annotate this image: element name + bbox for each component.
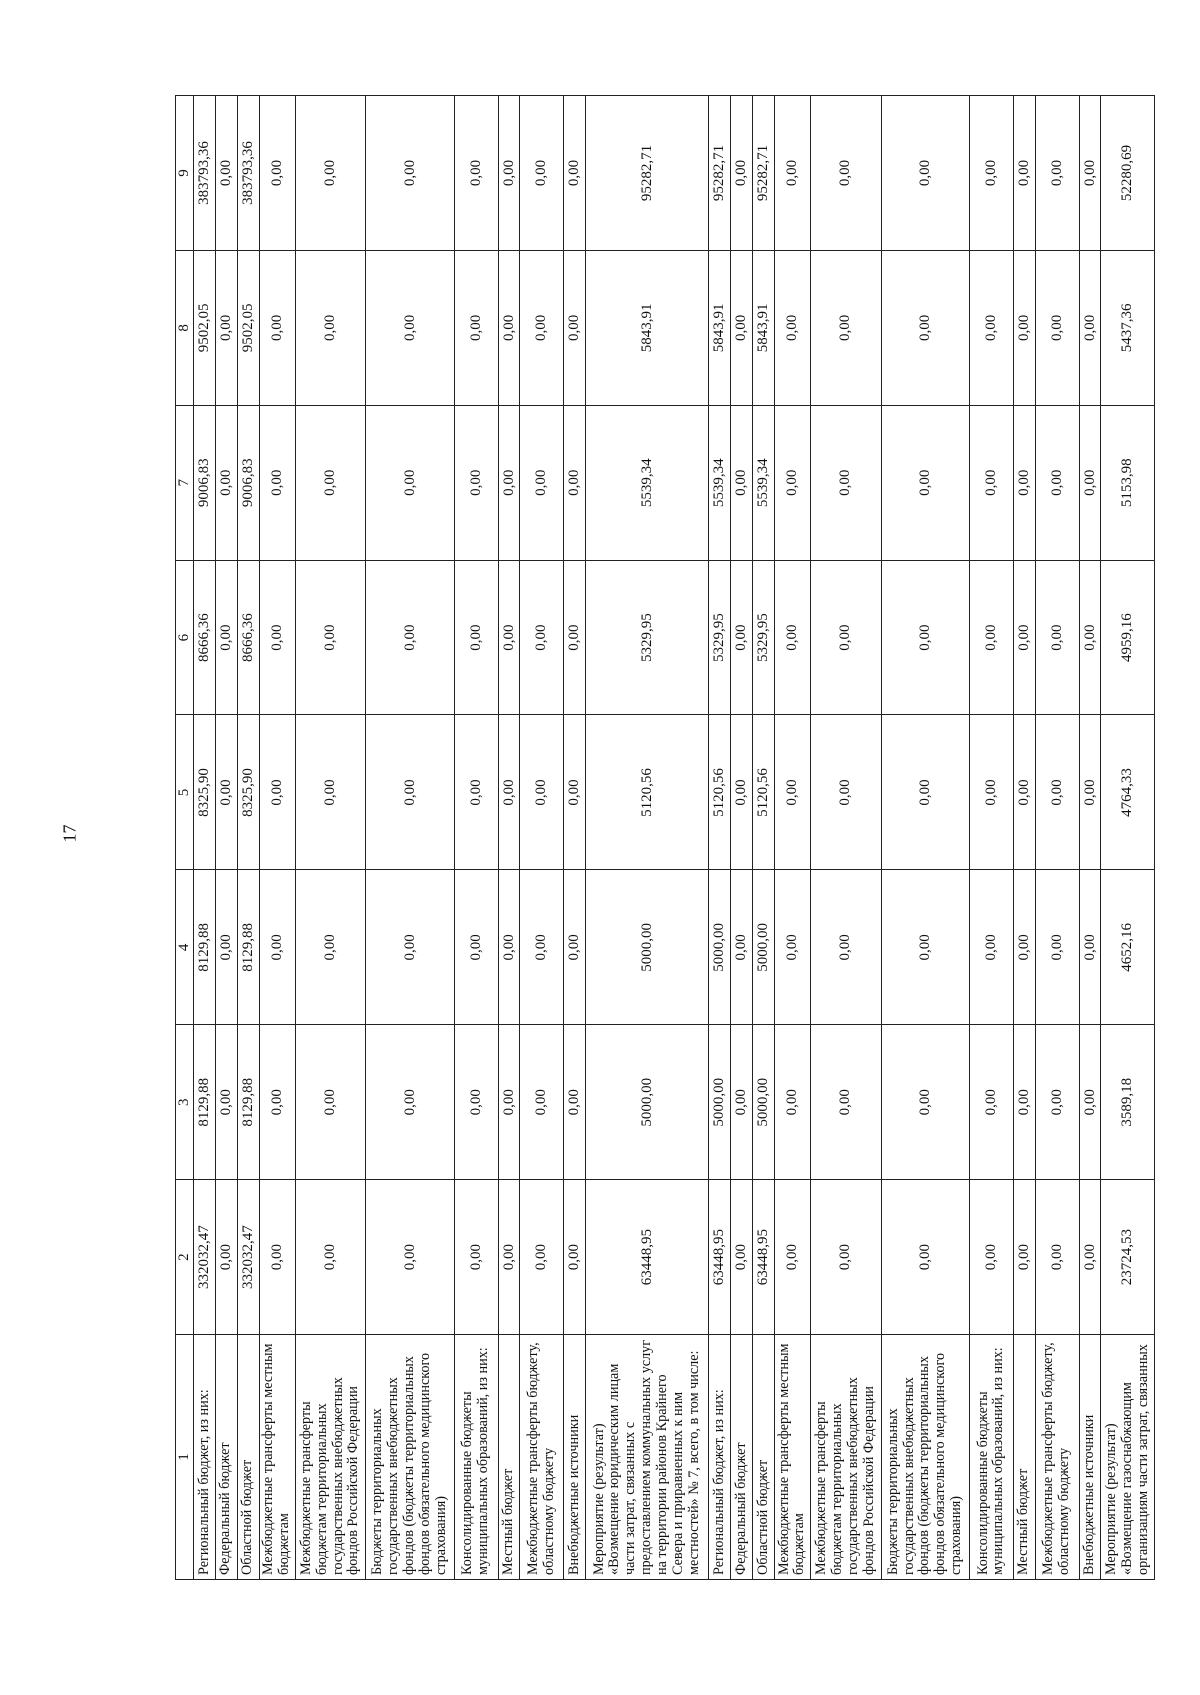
table-cell: 0,00: [1013, 405, 1035, 560]
table-row: [709, 96, 731, 1580]
table-cell: 4764,33: [1101, 715, 1155, 870]
table-cell: 0,00: [366, 405, 454, 560]
row-label: Областной бюджет: [753, 1335, 775, 1580]
table-cell: 9502,05: [194, 250, 216, 405]
table-cell: 0,00: [881, 96, 969, 251]
table-cell: 0,00: [881, 560, 969, 715]
table-cell: 5000,00: [586, 870, 709, 1025]
table-cell: 95282,71: [586, 96, 709, 251]
row-label: Межбюджетные трансферты бюджету, областному бюджету: [520, 1335, 564, 1580]
table-cell: 5329,95: [586, 560, 709, 715]
table-cell: 0,00: [775, 1025, 811, 1180]
table-cell: 0,00: [215, 1025, 237, 1180]
table-cell: 5539,34: [753, 405, 775, 560]
table-cell: 0,00: [1035, 96, 1079, 251]
table-cell: 0,00: [731, 96, 753, 251]
table-cell: 0,00: [366, 715, 454, 870]
table-row: [215, 96, 237, 1580]
row-label: Консолидированные бюджеты муниципальных образований, из них:: [454, 1335, 498, 1580]
table-cell: 0,00: [1079, 250, 1101, 405]
table-cell: 0,00: [520, 96, 564, 251]
table-row: [498, 96, 520, 1580]
table-cell: 0,00: [1013, 715, 1035, 870]
table-cell: 5437,36: [1101, 250, 1155, 405]
table-cell: 0,00: [810, 560, 881, 715]
table-cell: 0,00: [520, 560, 564, 715]
table-cell: 0,00: [215, 1180, 237, 1335]
row-label: Межбюджетные трансферты местным бюджетам: [775, 1335, 811, 1580]
table-cell: 0,00: [731, 1180, 753, 1335]
row-label: Бюджеты территориальных государственных внебюджетных фондов (бюджеты территориальных фондов обязательного медицинского страхования): [881, 1335, 969, 1580]
budget-table: [175, 95, 1155, 1580]
table-cell: 0,00: [775, 1180, 811, 1335]
table-cell: 0,00: [259, 1180, 295, 1335]
table-cell: 0,00: [731, 715, 753, 870]
table-cell: 0,00: [454, 96, 498, 251]
row-label: Межбюджетные трансферты местным бюджетам: [259, 1335, 295, 1580]
table-row: [366, 96, 454, 1580]
table-row: [810, 96, 881, 1580]
table-cell: 8129,88: [194, 870, 216, 1025]
table-cell: 0,00: [564, 1025, 586, 1180]
table-cell: 0,00: [1013, 250, 1035, 405]
row-label: Областной бюджет: [237, 1335, 259, 1580]
table-cell: 0,00: [498, 1025, 520, 1180]
table-cell: 0,00: [1013, 560, 1035, 715]
table-cell: 5539,34: [586, 405, 709, 560]
row-label: Межбюджетные трансферты бюджетам территориальных государственных внебюджетных фондов Российской Федерации: [295, 1335, 366, 1580]
row-label: Бюджеты территориальных государственных внебюджетных фондов (бюджеты территориальных фондов обязательного медицинского страхования): [366, 1335, 454, 1580]
table-cell: 0,00: [564, 1180, 586, 1335]
table-cell: 0,00: [881, 405, 969, 560]
table-cell: 0,00: [454, 715, 498, 870]
table-cell: 0,00: [1013, 1025, 1035, 1180]
table-cell: 0,00: [259, 250, 295, 405]
table-cell: 63448,95: [709, 1180, 731, 1335]
table-cell: 0,00: [1035, 1180, 1079, 1335]
table-cell: 383793,36: [237, 96, 259, 251]
row-label: Консолидированные бюджеты муниципальных образований, из них:: [970, 1335, 1014, 1580]
table-cell: 0,00: [775, 560, 811, 715]
table-cell: 0,00: [259, 560, 295, 715]
table-cell: 0,00: [731, 250, 753, 405]
table-row: [1079, 96, 1101, 1580]
table-cell: 0,00: [498, 560, 520, 715]
table-row: [1035, 96, 1079, 1580]
table-cell: 0,00: [498, 1180, 520, 1335]
table-cell: 0,00: [366, 1025, 454, 1180]
table-cell: 0,00: [970, 715, 1014, 870]
table-cell: 0,00: [1035, 250, 1079, 405]
table-cell: 0,00: [498, 405, 520, 560]
table-cell: 0,00: [215, 250, 237, 405]
table-row: [237, 96, 259, 1580]
table-cell: 0,00: [215, 96, 237, 251]
table-cell: 0,00: [1013, 96, 1035, 251]
table-cell: 0,00: [564, 560, 586, 715]
table-row: [881, 96, 969, 1580]
table-cell: 5000,00: [709, 870, 731, 1025]
row-label: Внебюджетные источники: [564, 1335, 586, 1580]
table-cell: 0,00: [564, 405, 586, 560]
table-cell: 0,00: [259, 1025, 295, 1180]
table-cell: 0,00: [454, 250, 498, 405]
table-row: [586, 96, 709, 1580]
table-header-row: [176, 96, 194, 1580]
table-cell: 0,00: [295, 1025, 366, 1180]
table-cell: 0,00: [1035, 560, 1079, 715]
table-cell: 0,00: [520, 1025, 564, 1180]
table-cell: 0,00: [881, 1180, 969, 1335]
table-cell: 0,00: [366, 250, 454, 405]
row-label: Федеральный бюджет: [215, 1335, 237, 1580]
table-cell: 0,00: [1035, 715, 1079, 870]
column-header: 7: [176, 405, 194, 560]
table-cell: 0,00: [520, 715, 564, 870]
table-cell: 0,00: [970, 560, 1014, 715]
table-row: [295, 96, 366, 1580]
table-cell: 0,00: [454, 1180, 498, 1335]
table-cell: 0,00: [564, 870, 586, 1025]
table-cell: 0,00: [454, 560, 498, 715]
column-header: 2: [176, 1180, 194, 1335]
table-cell: 0,00: [970, 96, 1014, 251]
table-row: [194, 96, 216, 1580]
table-row: [753, 96, 775, 1580]
table-cell: 0,00: [454, 1025, 498, 1180]
table-cell: 5329,95: [753, 560, 775, 715]
table-cell: 8325,90: [194, 715, 216, 870]
table-cell: 0,00: [1035, 405, 1079, 560]
row-label: Региональный бюджет, из них:: [709, 1335, 731, 1580]
table-row: [970, 96, 1014, 1580]
table-cell: 5000,00: [709, 1025, 731, 1180]
table-row: [259, 96, 295, 1580]
table-cell: 5120,56: [753, 715, 775, 870]
row-label: Межбюджетные трансферты бюджету, областному бюджету: [1035, 1335, 1079, 1580]
table-cell: 5000,00: [753, 1025, 775, 1180]
table-cell: 0,00: [970, 1025, 1014, 1180]
table-cell: 5329,95: [709, 560, 731, 715]
row-label: Региональный бюджет, из них:: [194, 1335, 216, 1580]
table-cell: 0,00: [215, 715, 237, 870]
table-cell: 0,00: [564, 250, 586, 405]
table-cell: 95282,71: [753, 96, 775, 251]
table-cell: 8129,88: [237, 870, 259, 1025]
table-cell: 0,00: [1079, 1180, 1101, 1335]
row-label: Межбюджетные трансферты бюджетам территориальных государственных внебюджетных фондов Российской Федерации: [810, 1335, 881, 1580]
table-cell: 5153,98: [1101, 405, 1155, 560]
table-cell: 8666,36: [194, 560, 216, 715]
table-cell: 95282,71: [709, 96, 731, 251]
table-cell: 9502,05: [237, 250, 259, 405]
table-cell: 0,00: [970, 1180, 1014, 1335]
table-cell: 0,00: [1035, 1025, 1079, 1180]
table-cell: 0,00: [259, 96, 295, 251]
table-cell: 9006,83: [194, 405, 216, 560]
table-cell: 332032,47: [194, 1180, 216, 1335]
table-cell: 8129,88: [237, 1025, 259, 1180]
table-cell: 0,00: [295, 250, 366, 405]
table-cell: 0,00: [881, 715, 969, 870]
table-cell: 0,00: [295, 870, 366, 1025]
table-cell: 4959,16: [1101, 560, 1155, 715]
table-cell: 0,00: [259, 715, 295, 870]
table-cell: 0,00: [215, 560, 237, 715]
table-cell: 0,00: [731, 870, 753, 1025]
table-cell: 0,00: [498, 715, 520, 870]
table-cell: 0,00: [295, 560, 366, 715]
page-number: 17: [59, 824, 80, 843]
table-body: [194, 96, 1155, 1580]
table-cell: 0,00: [520, 870, 564, 1025]
table-cell: 332032,47: [237, 1180, 259, 1335]
table-cell: 0,00: [366, 1180, 454, 1335]
table-cell: 0,00: [810, 250, 881, 405]
table-row: [564, 96, 586, 1580]
table-cell: 0,00: [520, 405, 564, 560]
table-cell: 5120,56: [586, 715, 709, 870]
table-row: [775, 96, 811, 1580]
table-cell: 0,00: [810, 1180, 881, 1335]
table-cell: 0,00: [775, 715, 811, 870]
table-cell: 0,00: [215, 405, 237, 560]
table-cell: 0,00: [564, 715, 586, 870]
table-cell: 0,00: [881, 870, 969, 1025]
column-header: 9: [176, 96, 194, 251]
table-cell: 383793,36: [194, 96, 216, 251]
table-cell: 8325,90: [237, 715, 259, 870]
table-row: [1101, 96, 1155, 1580]
table-cell: 5539,34: [709, 405, 731, 560]
table-cell: 0,00: [731, 1025, 753, 1180]
table-cell: 0,00: [498, 870, 520, 1025]
table-cell: 0,00: [454, 405, 498, 560]
table-cell: 0,00: [215, 870, 237, 1025]
table-cell: 0,00: [1079, 715, 1101, 870]
column-header: 6: [176, 560, 194, 715]
row-label: Местный бюджет: [498, 1335, 520, 1580]
table-cell: 0,00: [295, 96, 366, 251]
table-cell: 5843,91: [753, 250, 775, 405]
table-cell: 0,00: [454, 870, 498, 1025]
table-cell: 63448,95: [753, 1180, 775, 1335]
table-cell: 0,00: [1013, 870, 1035, 1025]
table-cell: 0,00: [1079, 1025, 1101, 1180]
table-cell: 0,00: [366, 560, 454, 715]
table-row: [454, 96, 498, 1580]
table-cell: 5843,91: [709, 250, 731, 405]
table-cell: 0,00: [810, 870, 881, 1025]
table-cell: 0,00: [295, 405, 366, 560]
table-cell: 0,00: [881, 250, 969, 405]
table-cell: 0,00: [970, 405, 1014, 560]
row-label: Мероприятие (результат) «Возмещение газоснабжающим организациям части затрат, связанных: [1101, 1335, 1155, 1580]
table-row: [1013, 96, 1035, 1580]
table-cell: 52280,69: [1101, 96, 1155, 251]
row-label: Федеральный бюджет: [731, 1335, 753, 1580]
table-cell: 0,00: [810, 96, 881, 251]
column-header: 3: [176, 1025, 194, 1180]
table-cell: 0,00: [810, 715, 881, 870]
table-cell: 0,00: [295, 1180, 366, 1335]
table-cell: 0,00: [970, 250, 1014, 405]
column-header: 1: [176, 1335, 194, 1580]
table-cell: 0,00: [520, 250, 564, 405]
table-cell: 0,00: [775, 96, 811, 251]
table-cell: 0,00: [775, 405, 811, 560]
table-cell: 5000,00: [586, 1025, 709, 1180]
table-cell: 5843,91: [586, 250, 709, 405]
table-cell: 0,00: [259, 405, 295, 560]
table-cell: 8129,88: [194, 1025, 216, 1180]
table-cell: 0,00: [810, 1025, 881, 1180]
table-cell: 0,00: [775, 250, 811, 405]
table-cell: 0,00: [366, 870, 454, 1025]
table-row: [731, 96, 753, 1580]
table-cell: 0,00: [810, 405, 881, 560]
table-cell: 63448,95: [586, 1180, 709, 1335]
table-cell: 0,00: [1079, 96, 1101, 251]
table-cell: 0,00: [498, 96, 520, 251]
table-cell: 5000,00: [753, 870, 775, 1025]
table-cell: 23724,53: [1101, 1180, 1155, 1335]
table-cell: 8666,36: [237, 560, 259, 715]
rotated-table-wrapper: [175, 95, 1155, 1580]
table-cell: 0,00: [970, 870, 1014, 1025]
table-row: [520, 96, 564, 1580]
table-cell: 0,00: [295, 715, 366, 870]
table-cell: 0,00: [1079, 405, 1101, 560]
row-label: Внебюджетные источники: [1079, 1335, 1101, 1580]
table-cell: 5120,56: [709, 715, 731, 870]
row-label: Мероприятие (результат) «Возмещение юридическим лицам части затрат, связанных с предоставлением коммунальных услуг на территории районов Крайнего Севера и приравненных к ним местностей» № 7, всего, в том числе:: [586, 1335, 709, 1580]
table-cell: 0,00: [498, 250, 520, 405]
table-cell: 3589,18: [1101, 1025, 1155, 1180]
table-cell: 0,00: [1079, 560, 1101, 715]
table-cell: 0,00: [1079, 870, 1101, 1025]
table-cell: 0,00: [775, 870, 811, 1025]
column-header: 8: [176, 250, 194, 405]
column-header: 4: [176, 870, 194, 1025]
table-cell: 0,00: [1013, 1180, 1035, 1335]
table-cell: 0,00: [881, 1025, 969, 1180]
table-cell: 0,00: [564, 96, 586, 251]
table-cell: 9006,83: [237, 405, 259, 560]
column-header: 5: [176, 715, 194, 870]
table-cell: 0,00: [366, 96, 454, 251]
table-cell: 0,00: [259, 870, 295, 1025]
table-cell: 0,00: [731, 405, 753, 560]
table-cell: 0,00: [731, 560, 753, 715]
table-cell: 0,00: [520, 1180, 564, 1335]
row-label: Местный бюджет: [1013, 1335, 1035, 1580]
table-cell: 4652,16: [1101, 870, 1155, 1025]
table-cell: 0,00: [1035, 870, 1079, 1025]
